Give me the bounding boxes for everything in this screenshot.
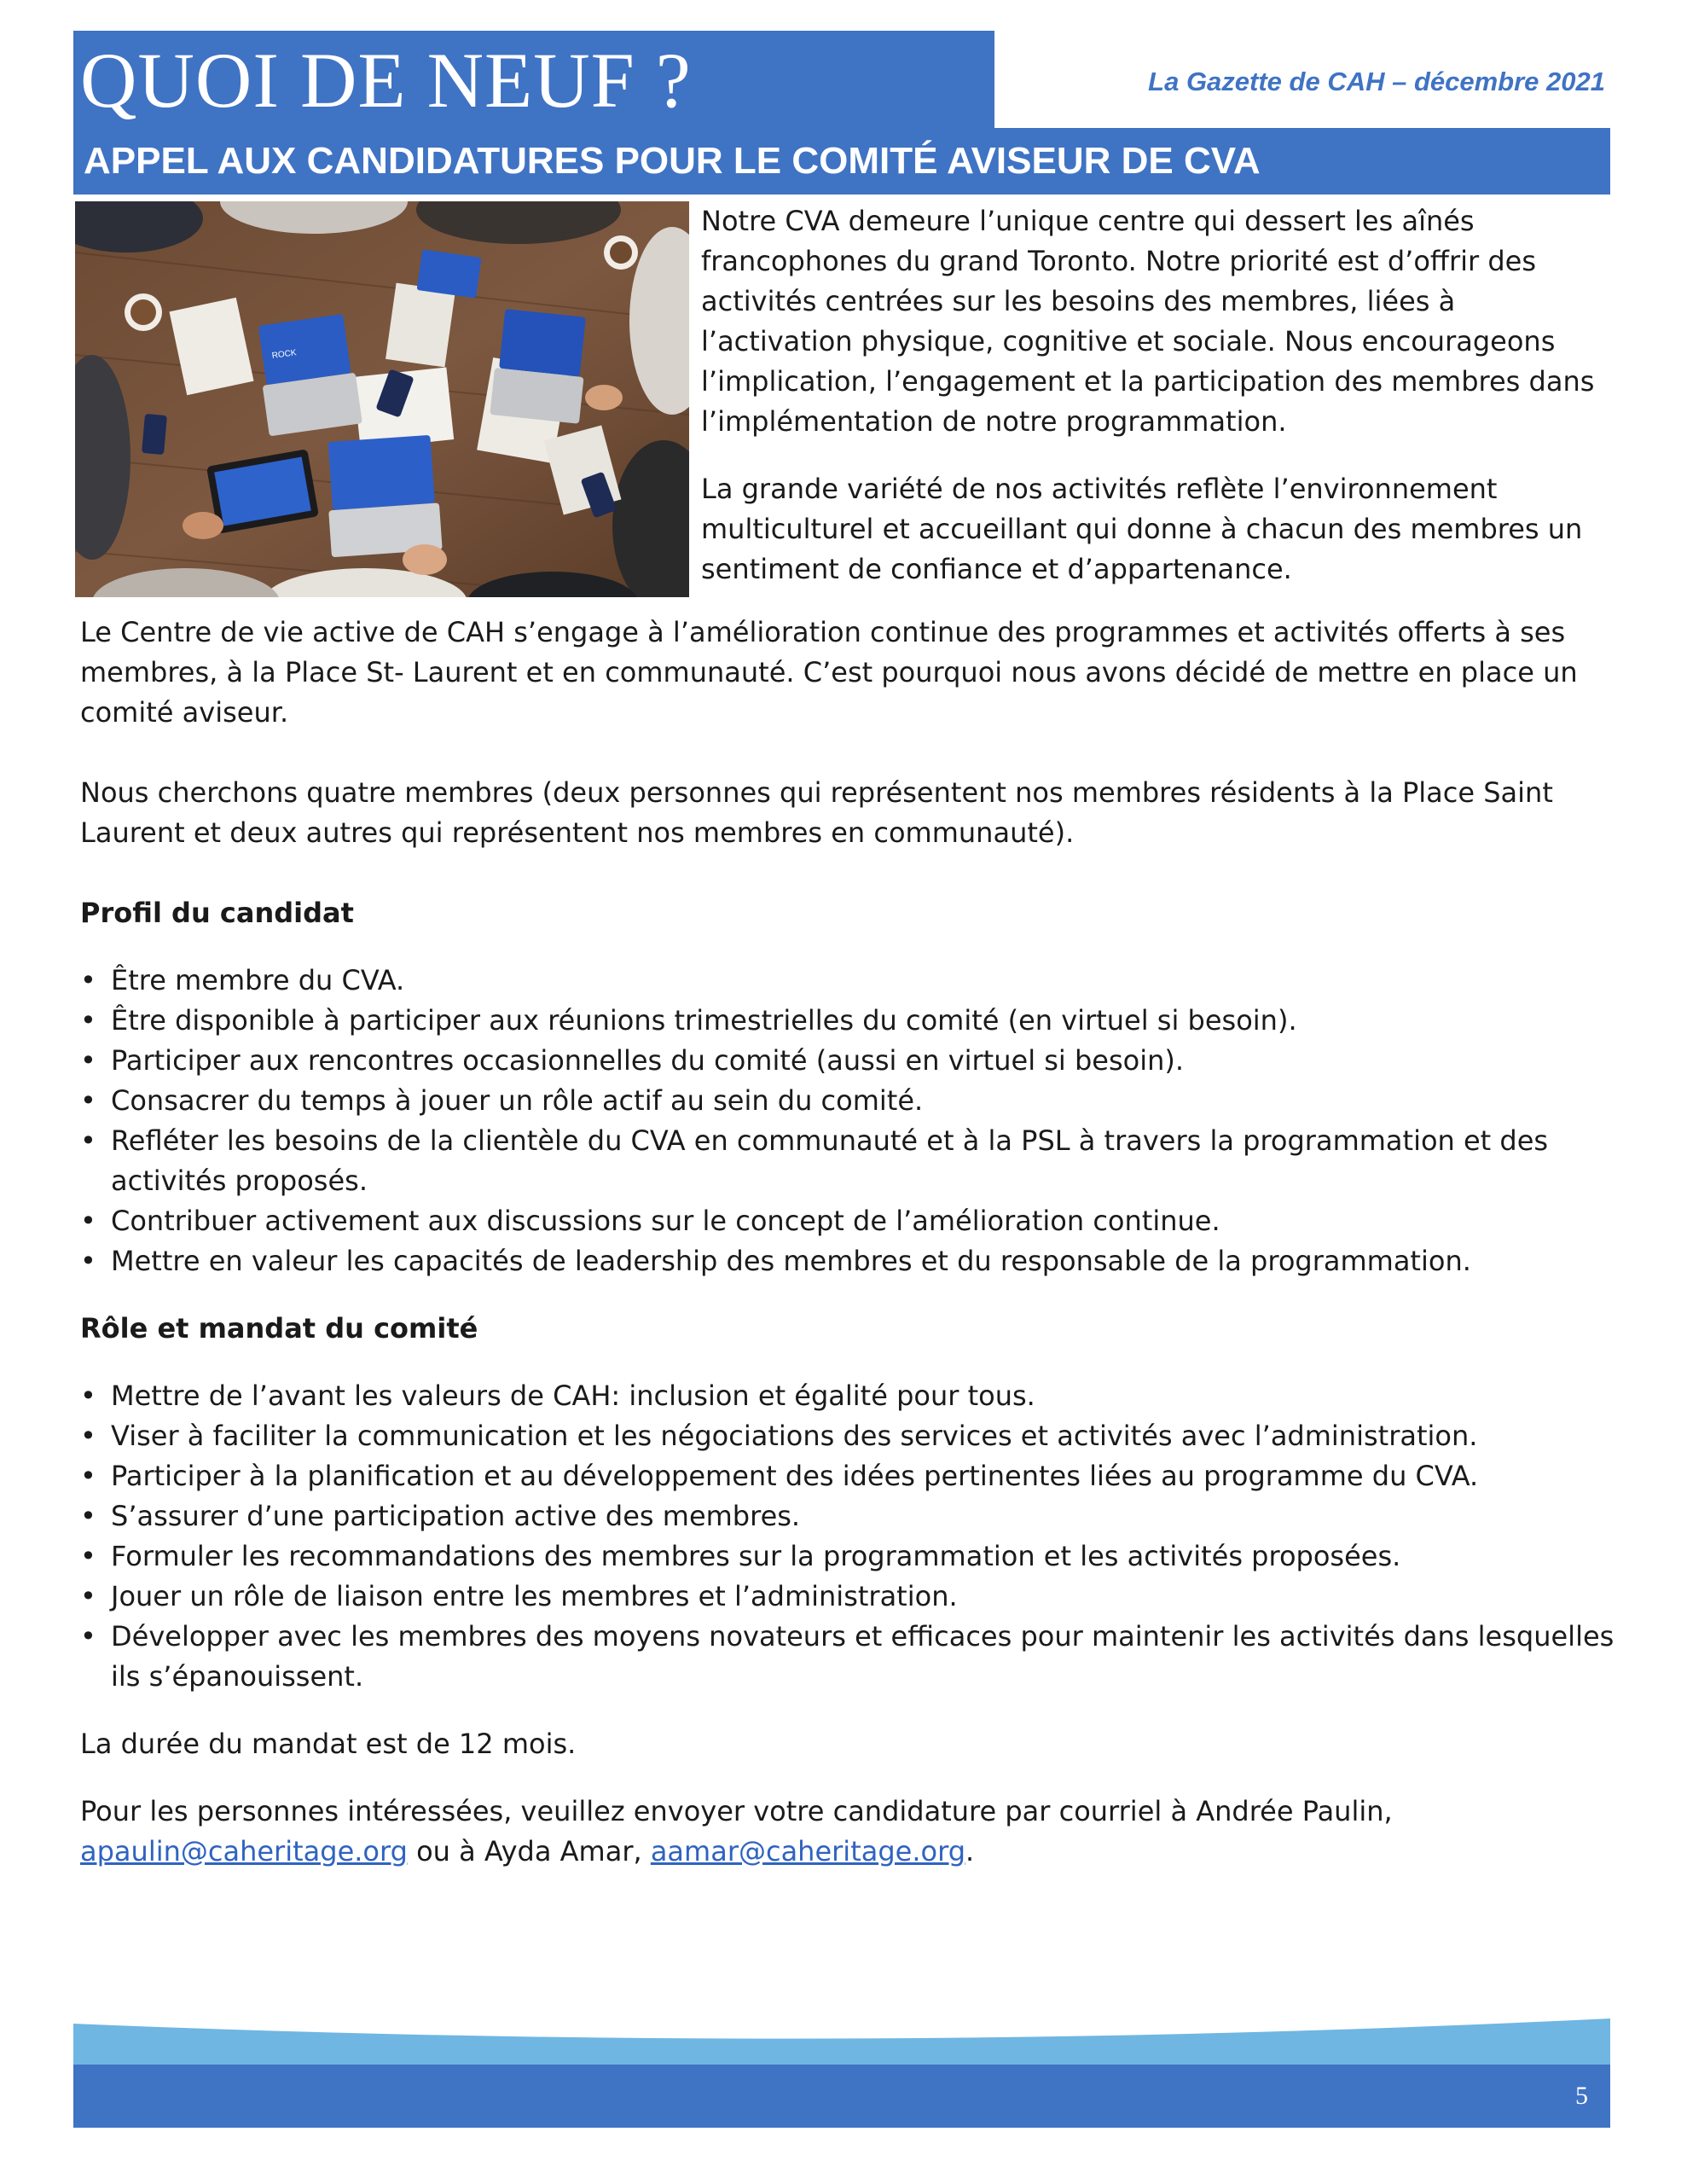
contact-end: . — [965, 1835, 975, 1867]
email-link-apaulin[interactable]: apaulin@caheritage.org — [80, 1835, 408, 1867]
list-item: • Contribuer activement aux discussions sur le concept de l’amélioration continue. — [80, 1201, 1615, 1241]
list-item: • Être membre du CVA. — [80, 961, 1615, 1001]
role-heading: Rôle et mandat du comité — [80, 1312, 478, 1345]
page-title: QUOI DE NEUF ? — [80, 37, 692, 124]
intro-paragraph-2: La grande variété de nos activités reflète l’environnement multiculturel et accueillant qui donne à chacun des membres un sentiment de confiance et d’appartenance. — [701, 473, 1583, 585]
section-title: APPEL AUX CANDIDATURES POUR LE COMITÉ AVISEUR DE CVA — [84, 140, 1261, 182]
footer-band — [73, 2065, 1610, 2128]
list-item: • Développer avec les membres des moyens novateurs et efficaces pour maintenir les activités dans lesquelles ils s’épanouissent. — [80, 1617, 1615, 1697]
list-item: • Formuler les recommandations des membres sur la programmation et les activités proposées. — [80, 1536, 1615, 1577]
contact-text: Pour les personnes intéressées, veuillez envoyer votre candidature par courriel à Andrée Paulin, — [80, 1795, 1393, 1827]
email-link-aamar[interactable]: aamar@caheritage.org — [650, 1835, 965, 1867]
page-number: 5 — [1575, 2082, 1588, 2110]
intro-paragraph-1: Notre CVA demeure l’unique centre qui dessert les aînés francophones du grand Toronto. Notre priorité est d’offrir des activités centrées sur les besoins des membres, liées à l’activation physique, cognitive et sociale. Nous encourageons l’implication, l’engagement et la participation des membres dans l’implémentation de notre programmation. — [701, 205, 1595, 438]
contact-paragraph — [80, 1792, 1615, 1872]
mandate-duration: La durée du mandat est de 12 mois. — [80, 1728, 577, 1760]
people-with-laptops-photo — [75, 201, 689, 597]
list-item: • Mettre en valeur les capacités de leadership des membres et du responsable de la programmation. — [80, 1241, 1615, 1281]
list-item: • Consacrer du temps à jouer un rôle actif au sein du comité. — [80, 1081, 1615, 1121]
list-item: • Participer aux rencontres occasionnelles du comité (aussi en virtuel si besoin). — [80, 1041, 1615, 1081]
list-item: • Jouer un rôle de liaison entre les membres et l’administration. — [80, 1577, 1615, 1617]
article-body — [80, 613, 1615, 1872]
role-list — [80, 1376, 1615, 1697]
list-item: • Participer à la planification et au développement des idées pertinentes liées au programme du CVA. — [80, 1456, 1615, 1496]
body-paragraph-2: Nous cherchons quatre membres (deux personnes qui représentent nos membres résidents à la Place Saint Laurent et deux autres qui représentent nos membres en communauté). — [80, 776, 1553, 849]
body-paragraph-1: Le Centre de vie active de CAH s’engage à l’amélioration continue des programmes et activités offerts à ses membres, à la Place St- Laurent et en communauté. C’est pourquoi nous avons décidé de mettre en place un comité aviseur. — [80, 616, 1578, 729]
gazette-issue: La Gazette de CAH – décembre 2021 — [1148, 67, 1605, 96]
list-item: • S’assurer d’une participation active des membres. — [80, 1496, 1615, 1536]
list-item: • Mettre de l’avant les valeurs de CAH: inclusion et égalité pour tous. — [80, 1376, 1615, 1416]
list-item: • Être disponible à participer aux réunions trimestrielles du comité (en virtuel si besoin). — [80, 1001, 1615, 1041]
profil-heading: Profil du candidat — [80, 897, 354, 929]
laptop-screen-text: ROCK — [271, 348, 298, 362]
contact-text: ou à Ayda Amar, — [407, 1835, 651, 1867]
intro-text — [701, 201, 1605, 617]
list-item: • Viser à faciliter la communication et les négociations des services et activités avec l’administration. — [80, 1416, 1615, 1456]
profil-list — [80, 961, 1615, 1281]
list-item: • Refléter les besoins de la clientèle du CVA en communauté et à la PSL à travers la programmation et des activités proposés. — [80, 1121, 1615, 1201]
